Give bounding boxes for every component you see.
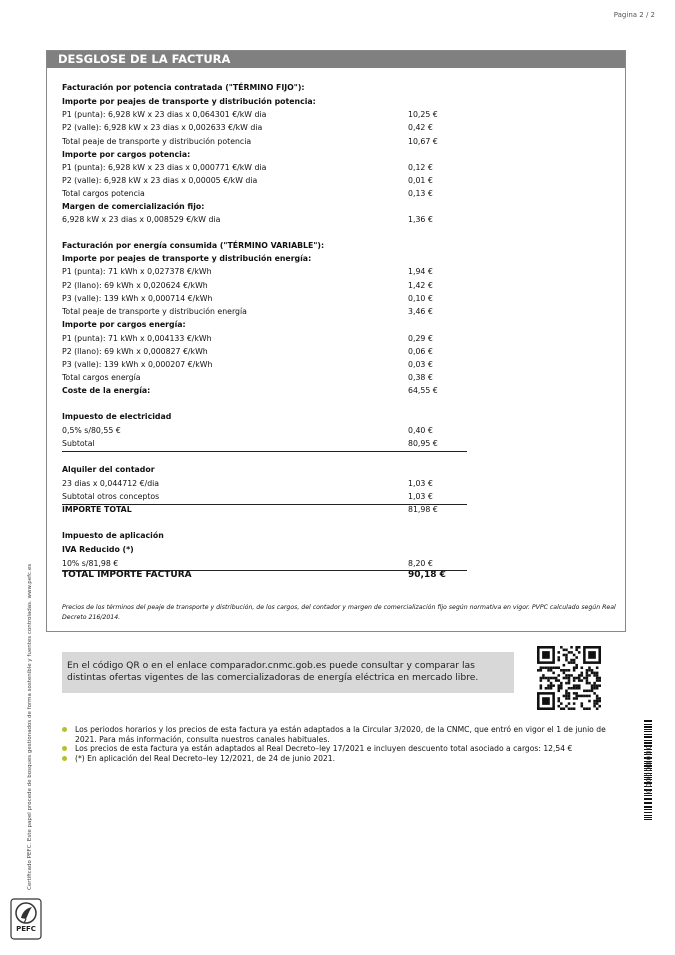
row-label: P2 (valle): 6,928 kW x 23 dias x 0,00005 €/kW dia [62, 176, 258, 185]
row-label: Impuesto de aplicación [62, 531, 164, 540]
row-amount: 0,42 € [408, 123, 433, 132]
comparator-info-box [62, 652, 514, 693]
row-amount: 0,13 € [408, 189, 433, 198]
bullet-icon [62, 746, 67, 751]
row-label: Margen de comercialización fijo: [62, 202, 205, 211]
row-label: Importe por peajes de transporte y distribución potencia: [62, 97, 316, 106]
row-label: TOTAL IMPORTE FACTURA [62, 570, 192, 580]
row-label: Total peaje de transporte y distribución potencia [62, 137, 252, 146]
row-label: P3 (valle): 139 kWh x 0,000207 €/kWh [62, 360, 213, 369]
comparator-info-text: En el código QR o en el enlace comparador.cnmc.gob.es puede consultar y comparar las distintas ofertas vigentes de las comercializadoras de energía eléctrica en mercado libre. [67, 660, 479, 683]
row-label: Total peaje de transporte y distribución energía [62, 307, 247, 316]
row-label: 23 dias x 0,044712 €/dia [62, 479, 160, 488]
row-amount: 0,03 € [408, 360, 433, 369]
bullet-icon [62, 756, 67, 761]
row-label: P1 (punta): 6,928 kW x 23 dias x 0,000771 €/kW dia [62, 163, 267, 172]
row-amount: 1,42 € [408, 281, 433, 290]
row-label: 6,928 kW x 23 dias x 0,008529 €/kW dia [62, 215, 221, 224]
row-amount: 0,29 € [408, 334, 433, 343]
row-label: P1 (punta): 71 kWh x 0,027378 €/kWh [62, 267, 212, 276]
row-amount: 0,10 € [408, 294, 433, 303]
row-label: Importe por cargos energía: [62, 320, 186, 329]
row-amount: 90,18 € [408, 570, 446, 580]
row-amount: 3,46 € [408, 307, 433, 316]
row-label: P1 (punta): 71 kWh x 0,004133 €/kWh [62, 334, 212, 343]
qr-code-icon[interactable] [537, 646, 601, 710]
pefc-certificate-text: Certificado PEFC. Este papel procede de bosques gestionados de forma sostenible y fuentes controladas. www.pefc.es [27, 563, 33, 890]
row-label: IVA Reducido (*) [62, 545, 134, 554]
row-label: IMPORTE TOTAL [62, 505, 132, 514]
barcode-number: 000000000 [644, 745, 652, 795]
list-item [62, 754, 622, 764]
footnote: Precios de los términos del peaje de transporte y distribución, de los cargos, del contador y margen de comercialización fijo según normativa en vigor. PVPC calculado según Real Decreto 216/2014. [62, 604, 616, 621]
note-text: Los precios de esta factura ya están adaptados al Real Decreto–ley 17/2021 e incluyen descuento total asociado a cargos: 12,54 € [75, 744, 573, 753]
row-amount: 0,38 € [408, 373, 433, 382]
row-amount: 0,12 € [408, 163, 433, 172]
row-label: Facturación por potencia contratada ("TÉRMINO FIJO"): [62, 83, 305, 92]
row-label: Facturación por energía consumida ("TÉRMINO VARIABLE"): [62, 241, 325, 250]
row-label: P2 (valle): 6,928 kW x 23 dias x 0,002633 €/kW dia [62, 123, 263, 132]
bullet-icon [62, 727, 67, 732]
row-label: Subtotal [62, 439, 95, 448]
row-label: P2 (llano): 69 kWh x 0,000827 €/kWh [62, 347, 208, 356]
row-amount: 81,98 € [408, 505, 438, 514]
row-label: 0,5% s/80,55 € [62, 426, 121, 435]
row-label: P1 (punta): 6,928 kW x 23 dias x 0,064301 €/kW dia [62, 110, 267, 119]
note-text: (*) En aplicación del Real Decreto–ley 12/2021, de 24 de junio 2021. [75, 753, 335, 763]
divider-line [62, 570, 467, 571]
pefc-label: PEFC [16, 925, 36, 933]
row-amount: 1,94 € [408, 267, 433, 276]
row-amount: 0,06 € [408, 347, 433, 356]
row-label: P3 (valle): 139 kWh x 0,000714 €/kWh [62, 294, 213, 303]
row-amount: 1,03 € [408, 492, 433, 501]
row-label: Subtotal otros conceptos [62, 492, 160, 501]
pefc-logo-icon [10, 898, 42, 940]
row-amount: 1,36 € [408, 215, 433, 224]
list-item [62, 744, 622, 754]
row-label: P2 (llano): 69 kWh x 0,020624 €/kWh [62, 281, 208, 290]
list-item [62, 725, 622, 744]
row-label: Importe por cargos potencia: [62, 150, 191, 159]
page-number: Pagina 2 / 2 [613, 11, 655, 19]
row-amount: 10,25 € [408, 110, 438, 119]
row-amount: 64,55 € [408, 386, 438, 395]
row-amount: 0,01 € [408, 176, 433, 185]
row-label: Impuesto de electricidad [62, 412, 172, 421]
row-label: Alquiler del contador [62, 465, 155, 474]
panel-title: DESGLOSE DE LA FACTURA [47, 51, 625, 68]
row-label: Total cargos energía [62, 373, 141, 382]
divider-line [62, 504, 467, 505]
note-text: Los periodos horarios y los precios de esta factura ya están adaptados a la Circular 3/2020, de la CNMC, que entró en vigor el 1 de junio de 2021. Para más información, consulta nuestros canales habituales. [75, 725, 606, 744]
row-label: Importe por peajes de transporte y distribución energía: [62, 254, 312, 263]
row-amount: 80,95 € [408, 439, 438, 448]
row-amount: 8,20 € [408, 559, 433, 568]
notes-list [62, 725, 622, 763]
row-amount: 0,40 € [408, 426, 433, 435]
row-amount: 1,03 € [408, 479, 433, 488]
row-label: Total cargos potencia [62, 189, 145, 198]
row-label: Coste de la energía: [62, 386, 151, 395]
row-label: 10% s/81,98 € [62, 559, 119, 568]
row-amount: 10,67 € [408, 137, 438, 146]
divider-line [62, 451, 467, 452]
